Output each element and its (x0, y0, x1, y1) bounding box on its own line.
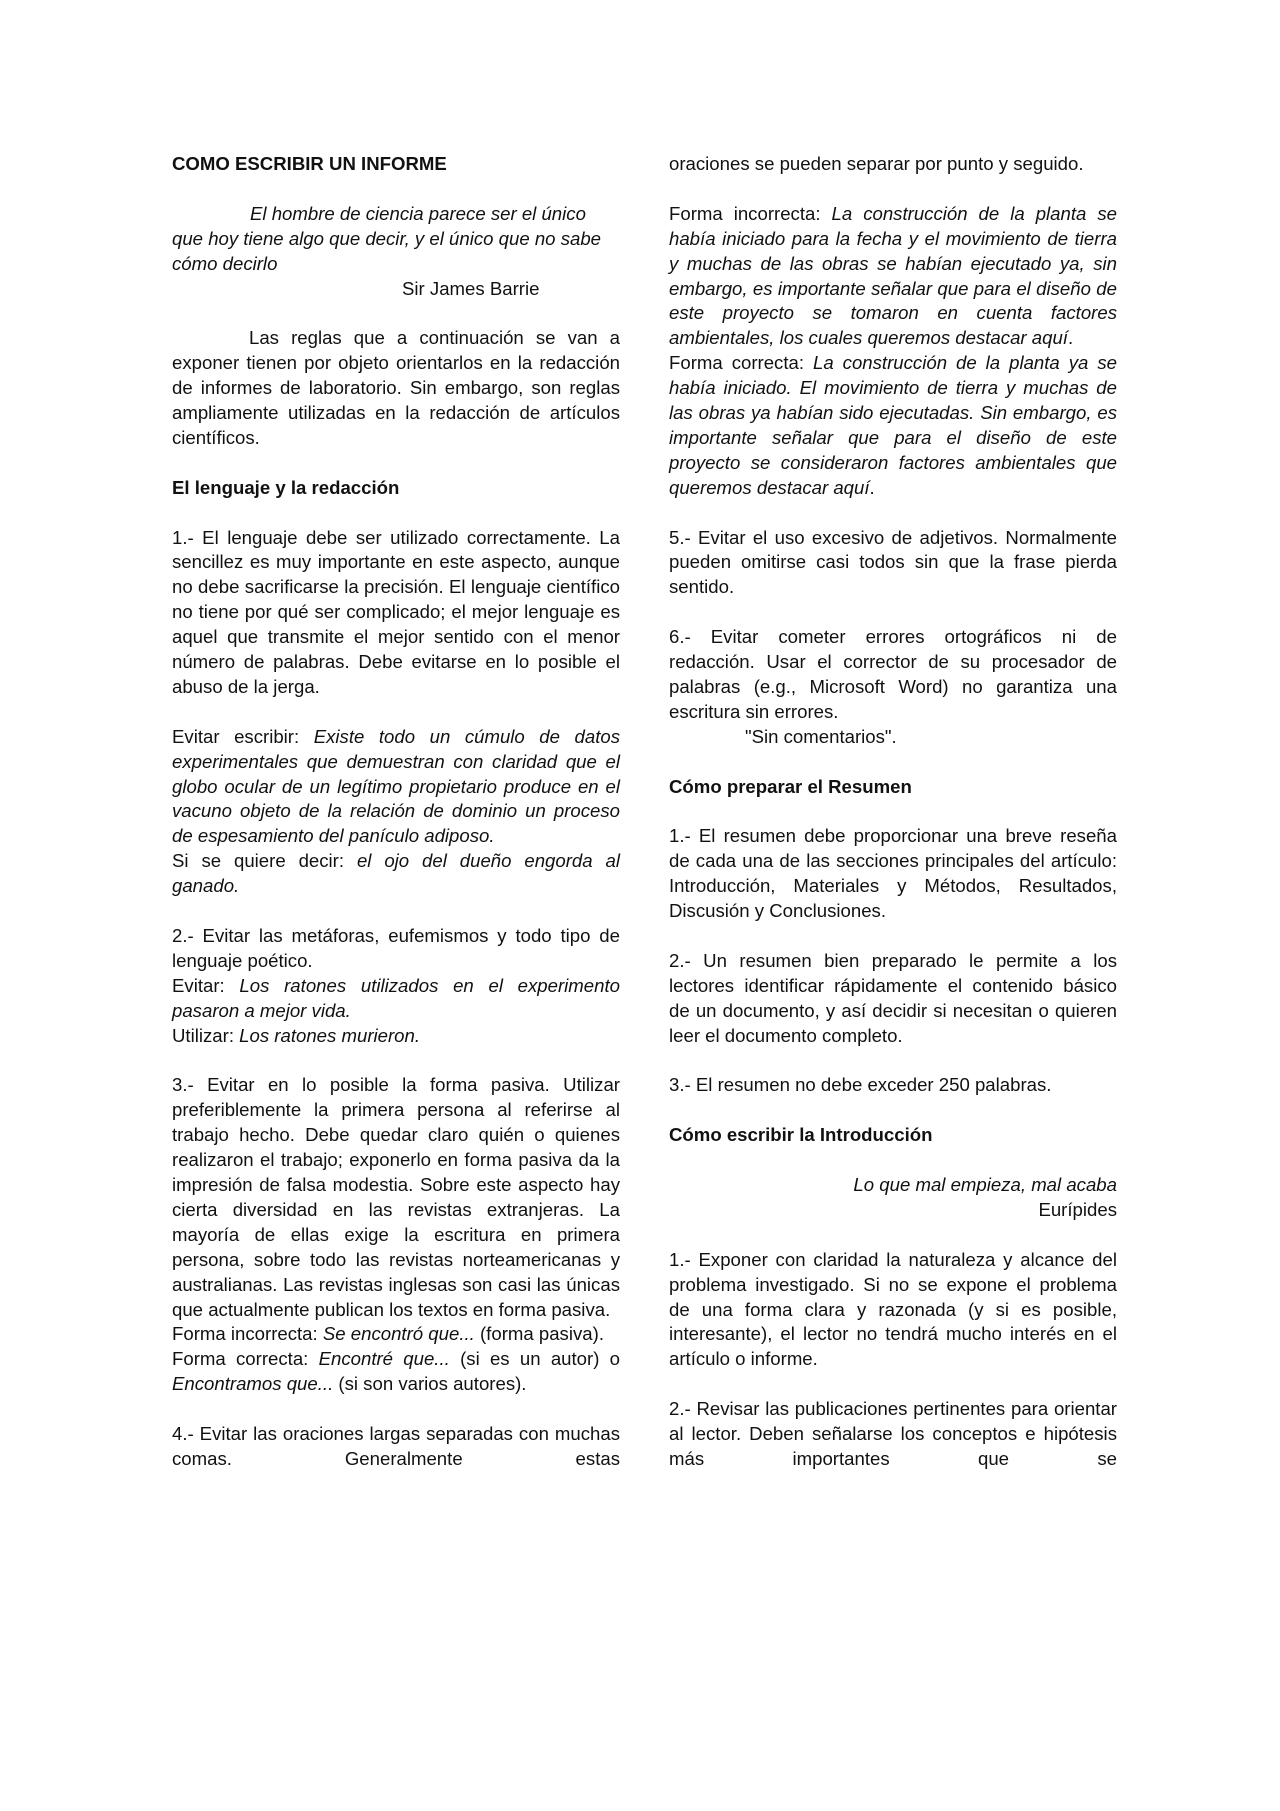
text: (si es un autor) o (449, 1348, 621, 1370)
paragraph (172, 326, 620, 451)
text: Evitar escribir: (172, 725, 314, 747)
italic-text: Existe todo un cúmulo de datos experimentales que demuestran con claridad que el globo ocular de un legítimo propietario produce en el vacuno objeto de la relación de dominio un proceso de espesamiento del panículo adiposo. (172, 725, 620, 847)
text-line (172, 202, 620, 277)
text-line (172, 1347, 620, 1397)
italic-text: La construcción de la planta se había iniciado para la fecha y el movimiento de tierra y muchas de las obras se habían ejecutado ya, sin embargo, es importante señalar que para el diseño de este proyecto se tomaron en cuenta factores ambientales, los cuales queremos destacar aquí (669, 202, 1117, 349)
text: . (1067, 327, 1074, 349)
text-line (172, 326, 620, 451)
section-heading (669, 775, 1117, 800)
italic-text: Encontré que... (318, 1348, 450, 1370)
quote-author: Sir James Barrie (402, 277, 540, 299)
text-line (669, 1198, 1117, 1223)
text-line (172, 1322, 620, 1347)
text-line (669, 1073, 1117, 1098)
text-line (669, 1173, 1117, 1198)
text-line (669, 725, 1117, 750)
text-line (172, 974, 620, 1024)
paragraph (172, 1073, 620, 1397)
text-line (172, 924, 620, 974)
text: Forma incorrecta: (669, 202, 832, 224)
paragraph (172, 924, 620, 1049)
text-line (172, 476, 620, 501)
text: Evitar: (172, 974, 240, 996)
text-line (669, 526, 1117, 601)
text: Cómo escribir la Introducción (669, 1124, 933, 1146)
text: 3.- El resumen no debe exceder 250 palabras. (669, 1074, 1052, 1096)
section-heading (172, 476, 620, 501)
text: Si se quiere decir: (172, 850, 357, 872)
text-line (669, 625, 1117, 725)
text: "Sin comentarios". (745, 725, 897, 747)
right-column (669, 152, 1117, 1497)
text-line (669, 1397, 1117, 1472)
paragraph (172, 1422, 620, 1472)
text-line (172, 1024, 620, 1049)
text-line (669, 1123, 1117, 1148)
text: 1.- El resumen debe proporcionar una breve reseña de cada una de las secciones principales del artículo: Introducción, Materiales y Métodos, Resultados, Discusión y Conclusiones. (669, 825, 1117, 922)
text-line (172, 725, 620, 850)
paragraph (669, 526, 1117, 601)
text: Utilizar: (172, 1024, 240, 1046)
paragraph (669, 202, 1117, 501)
text: Cómo preparar el Resumen (669, 775, 912, 797)
paragraph (669, 1248, 1117, 1373)
text: Forma incorrecta: (172, 1323, 323, 1345)
text-line (669, 202, 1117, 351)
paragraph (669, 1397, 1117, 1472)
text-line (669, 949, 1117, 1049)
section-heading (669, 1123, 1117, 1148)
paragraph (669, 1073, 1117, 1098)
text: . (869, 476, 875, 498)
text-line (172, 526, 620, 700)
text: 2.- Revisar las publicaciones pertinentes para orientar al lector. Deben señalarse los conceptos e hipótesis más importantes que se (669, 1398, 1117, 1469)
text-line (669, 824, 1117, 924)
paragraph (172, 526, 620, 700)
paragraph (172, 725, 620, 899)
epigraph (669, 1173, 1117, 1223)
text-line (669, 1248, 1117, 1373)
text: Las reglas que a continuación se van a exponer tienen por objeto orientarlos en la redacción de informes de laboratorio. Sin embargo, son reglas ampliamente utilizadas en la redacción de artículos científicos. (172, 327, 620, 448)
paragraph (669, 824, 1117, 924)
text: Eurípides (1038, 1198, 1117, 1220)
left-column (172, 152, 620, 1497)
text: 5.- Evitar el uso excesivo de adjetivos. Normalmente pueden omitirse casi todos sin que la frase pierda sentido. (669, 526, 1117, 598)
italic-text: el ojo del dueño engorda al ganado. (172, 850, 620, 897)
document-title (172, 152, 620, 177)
text-line (669, 775, 1117, 800)
paragraph (669, 949, 1117, 1049)
text-line (172, 1422, 620, 1472)
italic-text: La construcción de la planta ya se había iniciado. El movimiento de tierra y muchas de las obras ya habían sido ejecutadas. Sin embargo, es importante señalar que para el diseño de este proyecto se consideraron factores ambientales que queremos destacar aquí (669, 352, 1117, 498)
text: (forma pasiva). (474, 1323, 604, 1345)
text: 1.- El lenguaje debe ser utilizado correctamente. La sencillez es muy importante en este aspecto, aunque no debe sacrificarse la precisión. El lenguaje científico no tiene por qué ser complicado; el mejor lenguaje es aquel que transmite el mejor sentido con el menor número de palabras. Debe evitarse en lo posible el abuso de la jerga. (172, 526, 620, 697)
text: COMO ESCRIBIR UN INFORME (172, 153, 447, 174)
text-line (669, 152, 1117, 177)
text-line (172, 277, 620, 302)
text: 2.- Un resumen bien preparado le permite a los lectores identificar rápidamente el contenido básico de un documento, y así decidir si necesitan o quieren leer el documento completo. (669, 949, 1117, 1046)
text: 2.- Evitar las metáforas, eufemismos y todo tipo de lenguaje poético. (172, 925, 620, 971)
italic-text: Los ratones utilizados en el experimento pasaron a mejor vida. (172, 974, 620, 1021)
epigraph (172, 202, 620, 302)
text: 1.- Exponer con claridad la naturaleza y alcance del problema investigado. Si no se expone el problema de una forma clara y razonada (y si es posible, interesante), el lector no tendrá mucho interés en el artículo o informe. (669, 1248, 1117, 1370)
text: Forma correcta: (669, 352, 813, 374)
paragraph (669, 152, 1117, 177)
text: 6.- Evitar cometer errores ortográficos ni de redacción. Usar el corrector de su procesador de palabras (e.g., Microsoft Word) no garantiza una escritura sin errores. (669, 626, 1117, 722)
italic-text: Los ratones murieron. (239, 1024, 421, 1046)
text-line (172, 152, 620, 177)
text: Forma correcta: (172, 1348, 319, 1370)
text: (si son varios autores). (333, 1373, 527, 1395)
italic-text: Encontramos que... (172, 1373, 334, 1395)
italic-text: El hombre de ciencia parece ser el único que hoy tiene algo que decir, y el único que no sabe cómo decirlo (172, 202, 602, 274)
italic-text: Se encontró que... (322, 1323, 475, 1345)
text-line (172, 1073, 620, 1322)
text: 4.- Evitar las oraciones largas separadas con muchas comas. Generalmente estas (172, 1423, 620, 1469)
text: 3.- Evitar en lo posible la forma pasiva. Utilizar preferiblemente la primera persona al referirse al trabajo hecho. Debe quedar claro quién o quienes realizaron el trabajo; exponerlo en forma pasiva da la impresión de falsa modestia. Sobre este aspecto hay cierta diversidad en las revistas extranjeras. La mayoría de ellas exige la escritura en primera persona, sobre todo las revistas norteamericanas y australianas. Las revistas inglesas son casi las únicas que actualmente publican los textos en forma pasiva. (172, 1074, 620, 1320)
text-line (172, 849, 620, 899)
text: El lenguaje y la redacción (172, 476, 400, 498)
text: oraciones se pueden separar por punto y seguido. (669, 153, 1084, 174)
paragraph (669, 625, 1117, 750)
text-line (669, 351, 1117, 500)
italic-text: Lo que mal empieza, mal acaba (853, 1174, 1117, 1196)
